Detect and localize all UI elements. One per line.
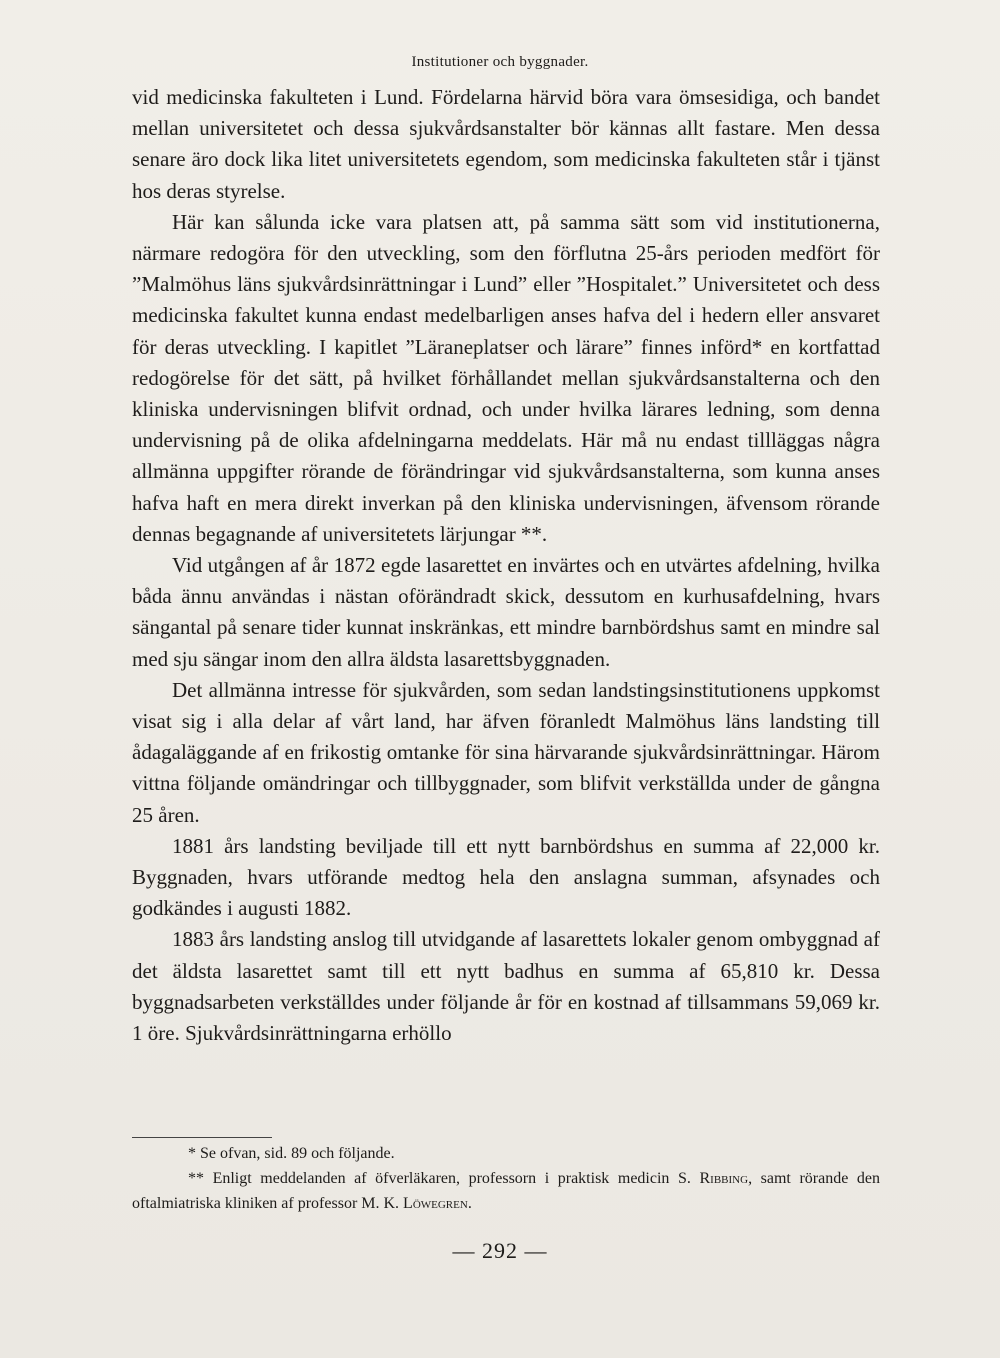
paragraph-3: Vid utgången af år 1872 egde lasarettet en invärtes och en utvärtes afdelning, hvilka båda ännu användas i nästan oförändradt skick, dessutom en kurhusafdelning, hvars sängantal på senare tider kunnat inskränkas, ett mindre barnbördshus samt en mindre sal med sju sängar inom den allra äldsta lasarettsbyggnaden. bbox=[132, 553, 880, 671]
paragraph-5: 1881 års landsting beviljade till ett nytt barnbördshus en summa af 22,000 kr. Byggnaden, hvars utförande medtog hela den anslagna summan, afsynades och godkändes i augusti 1882. bbox=[132, 833, 880, 921]
footnote-divider bbox=[132, 1137, 272, 1138]
paragraph-2: Här kan sålunda icke vara platsen att, på samma sätt som vid institutionerna, närmare redogöra för den utveckling, som den förflutna 25-års perioden medfört för ”Malmöhus läns sjukvårdsinrättningar i Lund” eller ”Hospitalet.” Universitetet och dess medicinska fakultet kunna endast medelbarligen anses hafva del i hedern eller ansvaret för deras utveckling. I kapitlet ”Läraneplatser och lärare” finnes införd* en kortfattad redogörelse för det sätt, på hvilket förhållandet mellan sjukvårdsanstalterna och den kliniska undervisningen blifvit ordnad, och under hvilka lärares ledning, som denna undervisning på de olika afdelningarna meddelats. Här må nu endast tillläggas några allmänna uppgifter rörande de förändringar vid sjukvårdsanstalterna, som kunna anses hafva haft en mera direkt inverkan på den kliniska undervisningen, äfvensom rörande dennas begagnande af universitetets lärjungar **. bbox=[132, 209, 880, 546]
running-header: Institutioner och byggnader. bbox=[411, 54, 589, 70]
footnote-2-end: . bbox=[467, 1195, 472, 1212]
paragraph-1: vid medicinska fakulteten i Lund. Fördelarna härvid böra vara ömsesidiga, och bandet mellan universitetet och dessa sjukvårdsanstalter bör kännas allt fastare. Men dessa senare äro dock lika litet universitetets egendom, som medicinska fakulteten står i tjänst hos deras styrelse. bbox=[132, 85, 880, 203]
footnote-2-prefix: ** Enligt meddelanden af öfverläkaren, professorn i praktisk medicin S. bbox=[188, 1170, 700, 1187]
paragraph-6: 1883 års landsting anslog till utvidgande af lasarettets lokaler genom ombyggnad af det äldsta lasarettet samt till ett nytt badhus en summa af 65,810 kr. Dessa byggnadsarbeten verkställdes under följande år för en kostnad af tillsammans 59,069 kr. 1 öre. Sjukvårdsinrättningarna erhöllo bbox=[132, 927, 880, 1046]
footnote-2-middle: , samt rörande den oftalmiatriska kliniken af professor M. K. bbox=[132, 1170, 880, 1212]
page-number: — 292 — bbox=[452, 1238, 548, 1263]
footnote-1: * Se ofvan, sid. 89 och följande. bbox=[188, 1145, 395, 1162]
paragraph-4: Det allmänna intresse för sjukvården, som sedan landstingsinstitutionens uppkomst visat sig i alla delar af vårt land, har äfven föranledt Malmöhus läns landsting till ådagaläggande af en frikostig omtanke för sina härvarande sjukvårdsinrättningar. Härom vittna följande omändringar och tillbyggnader, som blifvit verkställda under de gångna 25 åren. bbox=[132, 677, 880, 827]
footnote-2-name-lowegren: Löwegren bbox=[403, 1195, 468, 1212]
footnote-2 bbox=[132, 1166, 880, 1216]
footnotes bbox=[132, 1141, 880, 1216]
body-text bbox=[132, 82, 880, 1049]
footnote-2-name-ribbing: Ribbing bbox=[699, 1170, 749, 1187]
